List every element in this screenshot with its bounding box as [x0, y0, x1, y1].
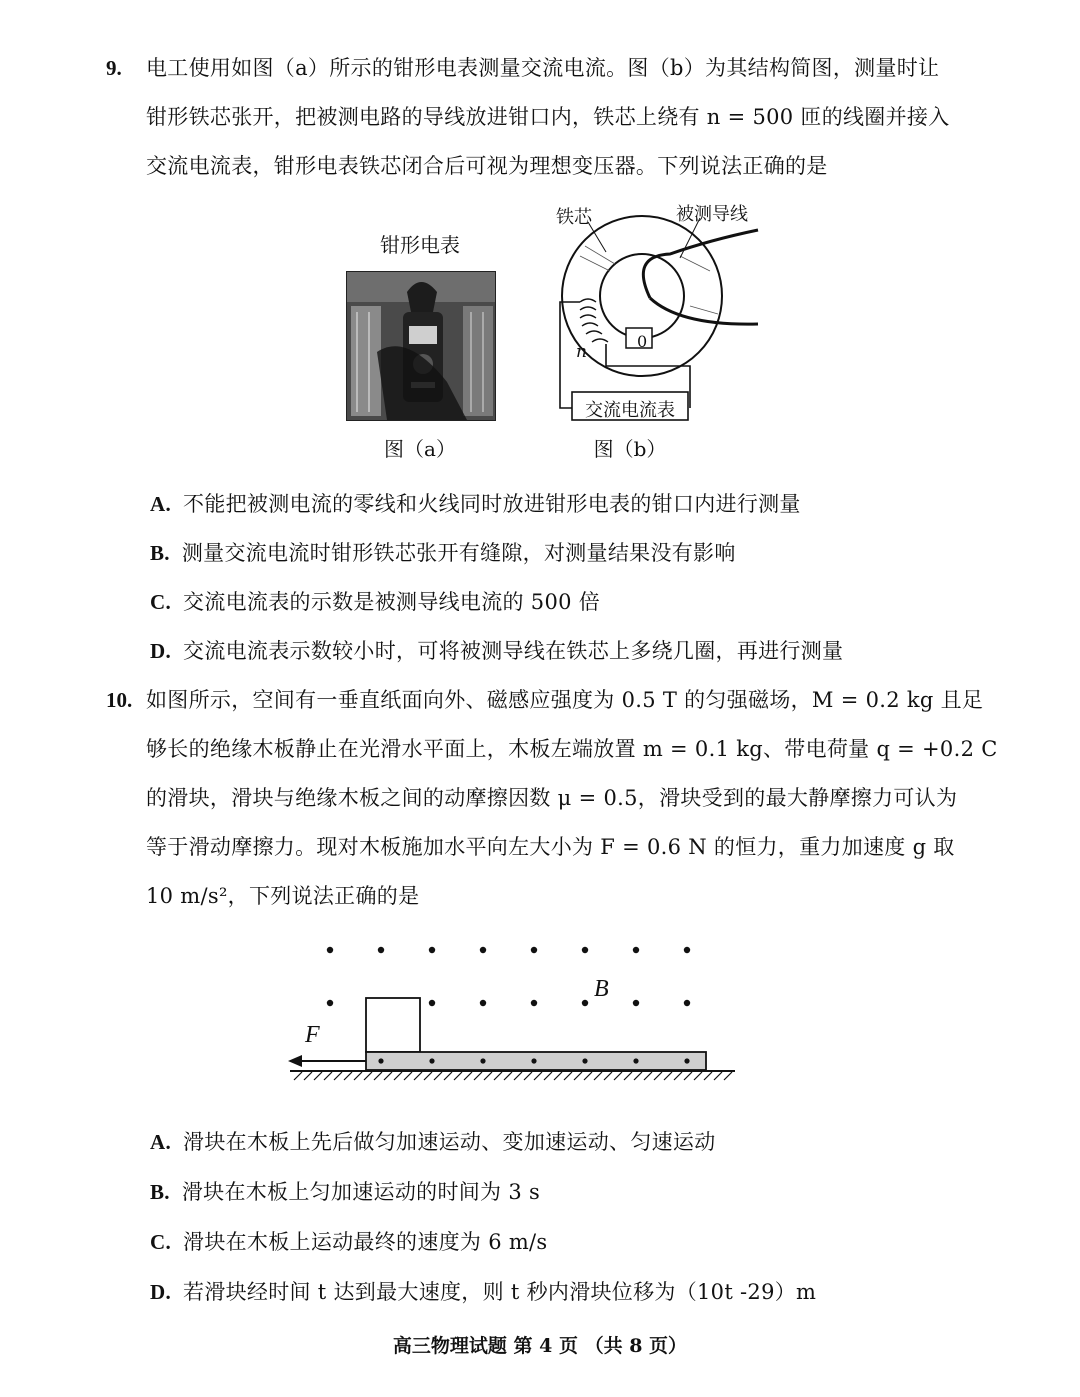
q10-option-d: [150, 1277, 816, 1307]
option-text: 测量交流电流时钳形铁芯张开有缝隙，对测量结果没有影响: [181, 541, 736, 565]
q9-option-d: [150, 636, 843, 666]
label-coil-n: n: [576, 342, 587, 362]
ac-ammeter-label: 交流电流表: [585, 400, 675, 421]
option-text: 不能把被测电流的零线和火线同时放进钳形电表的钳口内进行测量: [183, 492, 801, 516]
magnetic-field-board-diagram: [280, 930, 750, 1090]
question-10-number: 10.: [106, 688, 133, 712]
figure-b-caption: 图（b）: [593, 437, 667, 461]
figure-a-caption: 图（a）: [384, 437, 456, 461]
q10-option-c: [150, 1227, 548, 1257]
question-10-line-3: 的滑块，滑块与绝缘木板之间的动摩擦因数 μ = 0.5，滑块受到的最大静摩擦力可认为: [146, 786, 958, 810]
figure-a-title: 钳形电表: [380, 233, 460, 257]
label-force-F: F: [305, 1022, 320, 1048]
label-core: 铁芯: [556, 207, 592, 228]
q10-option-b: [150, 1177, 540, 1207]
question-9-line-1: 电工使用如图（a）所示的钳形电表测量交流电流。图（b）为其结构简图，测量时让: [146, 56, 940, 80]
q9-option-a: [150, 489, 801, 519]
question-10-line-5: 10 m/s²，下列说法正确的是: [146, 884, 420, 908]
option-text: 交流电流表示数较小时，可将被测导线在铁芯上多绕几圈，再进行测量: [183, 639, 844, 663]
q10-option-a: [150, 1127, 716, 1157]
label-zero: 0: [637, 332, 648, 351]
option-letter: A.: [150, 1130, 172, 1154]
clamp-meter-photo-image: [347, 272, 495, 420]
question-9-line-3: 交流电流表，钳形电表铁芯闭合后可视为理想变压器。下列说法正确的是: [146, 154, 828, 178]
option-text: 滑块在木板上匀加速运动的时间为 3 s: [181, 1180, 541, 1204]
question-10-line-2: 够长的绝缘木板静止在光滑水平面上，木板左端放置 m = 0.1 kg、带电荷量 q = +0.2 C: [146, 737, 998, 761]
clamp-meter-diagram: [540, 196, 780, 426]
option-text: 滑块在木板上运动最终的速度为 6 m/s: [183, 1230, 548, 1254]
option-letter: C.: [150, 590, 172, 614]
question-10-line-1: 如图所示，空间有一垂直纸面向外、磁感应强度为 0.5 T 的匀强磁场，M = 0.2 kg 且足: [146, 688, 984, 712]
clamp-meter-photo: [346, 271, 496, 421]
q9-option-b: [150, 538, 736, 568]
page-footer: 高三物理试题 第 4 页 （共 8 页）: [392, 1335, 688, 1357]
option-text: 若滑块经时间 t 达到最大速度，则 t 秒内滑块位移为（10t -29）m: [183, 1280, 817, 1304]
option-letter: A.: [150, 492, 172, 516]
question-9-line-2: 钳形铁芯张开，把被测电路的导线放进钳口内，铁芯上绕有 n = 500 匝的线圈并接入: [146, 105, 950, 129]
option-letter: B.: [150, 541, 170, 565]
label-field-B: B: [594, 976, 609, 1002]
option-text: 滑块在木板上先后做匀加速运动、变加速运动、匀速运动: [183, 1130, 716, 1154]
option-text: 交流电流表的示数是被测导线电流的 500 倍: [183, 590, 601, 614]
option-letter: C.: [150, 1230, 172, 1254]
question-9-number: 9.: [106, 56, 122, 80]
q9-option-c: [150, 587, 600, 617]
question-10-line-4: 等于滑动摩擦力。现对木板施加水平向左大小为 F = 0.6 N 的恒力，重力加速度 g 取: [146, 835, 955, 859]
option-letter: B.: [150, 1180, 170, 1204]
option-letter: D.: [150, 1280, 172, 1304]
option-letter: D.: [150, 639, 172, 663]
label-measured-wire: 被测导线: [676, 204, 748, 225]
